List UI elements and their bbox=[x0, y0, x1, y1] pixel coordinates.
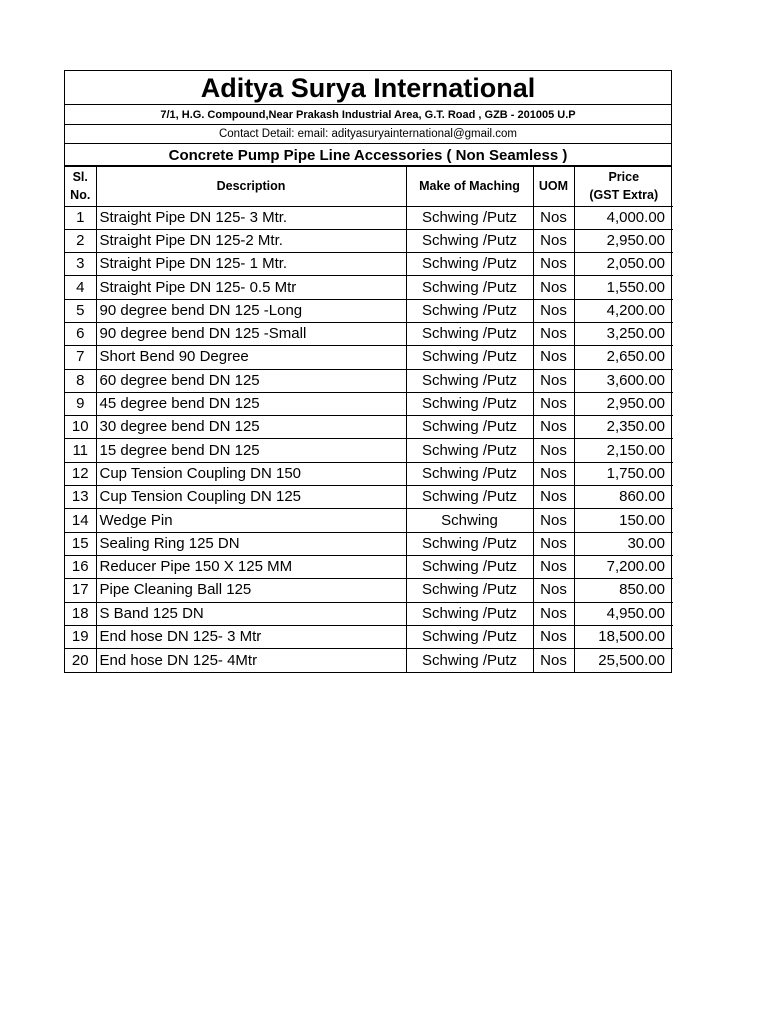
price-list-sheet bbox=[64, 70, 672, 673]
cell-price: 4,950.00 bbox=[574, 602, 673, 625]
cell-uom: Nos bbox=[533, 486, 574, 509]
cell-sl-no: 14 bbox=[65, 509, 96, 532]
cell-price: 860.00 bbox=[574, 486, 673, 509]
cell-description: 45 degree bend DN 125 bbox=[96, 392, 406, 415]
cell-price: 25,500.00 bbox=[574, 649, 673, 672]
cell-price: 4,200.00 bbox=[574, 299, 673, 322]
cell-price: 4,000.00 bbox=[574, 206, 673, 229]
cell-uom: Nos bbox=[533, 439, 574, 462]
cell-sl-no: 20 bbox=[65, 649, 96, 672]
table-row bbox=[65, 253, 673, 276]
cell-description: Straight Pipe DN 125- 0.5 Mtr bbox=[96, 276, 406, 299]
table-row bbox=[65, 322, 673, 345]
cell-make: Schwing /Putz bbox=[406, 649, 533, 672]
cell-uom: Nos bbox=[533, 369, 574, 392]
cell-sl-no: 2 bbox=[65, 229, 96, 252]
cell-price: 2,150.00 bbox=[574, 439, 673, 462]
cell-sl-no: 15 bbox=[65, 532, 96, 555]
cell-make: Schwing /Putz bbox=[406, 392, 533, 415]
cell-price: 2,350.00 bbox=[574, 416, 673, 439]
table-row bbox=[65, 299, 673, 322]
cell-make: Schwing /Putz bbox=[406, 579, 533, 602]
header-price-line2: (GST Extra) bbox=[589, 188, 659, 203]
cell-uom: Nos bbox=[533, 416, 574, 439]
cell-sl-no: 19 bbox=[65, 625, 96, 648]
table-row bbox=[65, 276, 673, 299]
table-header-row bbox=[65, 167, 673, 206]
table-row bbox=[65, 229, 673, 252]
cell-description: Wedge Pin bbox=[96, 509, 406, 532]
cell-sl-no: 4 bbox=[65, 276, 96, 299]
cell-make: Schwing /Putz bbox=[406, 602, 533, 625]
table-row bbox=[65, 439, 673, 462]
table-row bbox=[65, 532, 673, 555]
cell-make: Schwing /Putz bbox=[406, 532, 533, 555]
cell-description: 90 degree bend DN 125 -Long bbox=[96, 299, 406, 322]
cell-description: 15 degree bend DN 125 bbox=[96, 439, 406, 462]
cell-make: Schwing /Putz bbox=[406, 276, 533, 299]
contact-detail: Contact Detail: email: adityasuryainternational@gmail.com bbox=[65, 125, 671, 144]
table-row bbox=[65, 555, 673, 578]
cell-uom: Nos bbox=[533, 649, 574, 672]
cell-price: 30.00 bbox=[574, 532, 673, 555]
cell-uom: Nos bbox=[533, 579, 574, 602]
cell-make: Schwing /Putz bbox=[406, 229, 533, 252]
cell-sl-no: 10 bbox=[65, 416, 96, 439]
cell-make: Schwing /Putz bbox=[406, 486, 533, 509]
table-row bbox=[65, 416, 673, 439]
header-sl-line1: Sl. bbox=[72, 170, 88, 185]
cell-description: 30 degree bend DN 125 bbox=[96, 416, 406, 439]
cell-description: End hose DN 125- 3 Mtr bbox=[96, 625, 406, 648]
cell-uom: Nos bbox=[533, 276, 574, 299]
cell-price: 2,050.00 bbox=[574, 253, 673, 276]
cell-sl-no: 8 bbox=[65, 369, 96, 392]
cell-description: Short Bend 90 Degree bbox=[96, 346, 406, 369]
cell-price: 1,550.00 bbox=[574, 276, 673, 299]
cell-sl-no: 6 bbox=[65, 322, 96, 345]
cell-uom: Nos bbox=[533, 346, 574, 369]
cell-make: Schwing /Putz bbox=[406, 253, 533, 276]
table-row bbox=[65, 486, 673, 509]
cell-description: Reducer Pipe 150 X 125 MM bbox=[96, 555, 406, 578]
cell-description: S Band 125 DN bbox=[96, 602, 406, 625]
cell-uom: Nos bbox=[533, 532, 574, 555]
table-row bbox=[65, 462, 673, 485]
cell-price: 1,750.00 bbox=[574, 462, 673, 485]
cell-make: Schwing /Putz bbox=[406, 299, 533, 322]
cell-make: Schwing /Putz bbox=[406, 555, 533, 578]
table-row bbox=[65, 625, 673, 648]
cell-make: Schwing /Putz bbox=[406, 625, 533, 648]
price-table bbox=[65, 167, 673, 672]
cell-sl-no: 12 bbox=[65, 462, 96, 485]
price-list-title: Concrete Pump Pipe Line Accessories ( Non Seamless ) bbox=[65, 144, 671, 167]
cell-sl-no: 11 bbox=[65, 439, 96, 462]
cell-price: 3,600.00 bbox=[574, 369, 673, 392]
cell-sl-no: 7 bbox=[65, 346, 96, 369]
cell-uom: Nos bbox=[533, 322, 574, 345]
cell-description: 90 degree bend DN 125 -Small bbox=[96, 322, 406, 345]
cell-sl-no: 5 bbox=[65, 299, 96, 322]
table-row bbox=[65, 346, 673, 369]
table-row bbox=[65, 602, 673, 625]
cell-description: Cup Tension Coupling DN 150 bbox=[96, 462, 406, 485]
cell-description: End hose DN 125- 4Mtr bbox=[96, 649, 406, 672]
header-price bbox=[574, 167, 673, 206]
cell-price: 2,650.00 bbox=[574, 346, 673, 369]
cell-uom: Nos bbox=[533, 253, 574, 276]
table-body bbox=[65, 206, 673, 672]
cell-uom: Nos bbox=[533, 206, 574, 229]
cell-uom: Nos bbox=[533, 555, 574, 578]
cell-uom: Nos bbox=[533, 229, 574, 252]
header-make: Make of Maching bbox=[406, 167, 533, 206]
header-uom: UOM bbox=[533, 167, 574, 206]
header-sl-no bbox=[65, 167, 96, 206]
cell-price: 2,950.00 bbox=[574, 392, 673, 415]
cell-price: 2,950.00 bbox=[574, 229, 673, 252]
cell-sl-no: 3 bbox=[65, 253, 96, 276]
cell-make: Schwing /Putz bbox=[406, 369, 533, 392]
cell-price: 3,250.00 bbox=[574, 322, 673, 345]
table-row bbox=[65, 206, 673, 229]
table-row bbox=[65, 369, 673, 392]
cell-price: 150.00 bbox=[574, 509, 673, 532]
cell-description: Sealing Ring 125 DN bbox=[96, 532, 406, 555]
cell-price: 18,500.00 bbox=[574, 625, 673, 648]
header-price-line1: Price bbox=[608, 170, 640, 185]
cell-uom: Nos bbox=[533, 602, 574, 625]
cell-make: Schwing /Putz bbox=[406, 462, 533, 485]
cell-sl-no: 16 bbox=[65, 555, 96, 578]
cell-make: Schwing /Putz bbox=[406, 322, 533, 345]
cell-sl-no: 1 bbox=[65, 206, 96, 229]
cell-description: 60 degree bend DN 125 bbox=[96, 369, 406, 392]
cell-description: Straight Pipe DN 125- 3 Mtr. bbox=[96, 206, 406, 229]
header-sl-line2: No. bbox=[70, 188, 91, 203]
cell-uom: Nos bbox=[533, 299, 574, 322]
cell-uom: Nos bbox=[533, 462, 574, 485]
cell-make: Schwing /Putz bbox=[406, 346, 533, 369]
cell-description: Cup Tension Coupling DN 125 bbox=[96, 486, 406, 509]
cell-make: Schwing /Putz bbox=[406, 416, 533, 439]
cell-uom: Nos bbox=[533, 509, 574, 532]
cell-sl-no: 17 bbox=[65, 579, 96, 602]
cell-make: Schwing /Putz bbox=[406, 206, 533, 229]
cell-uom: Nos bbox=[533, 625, 574, 648]
company-address: 7/1, H.G. Compound,Near Prakash Industrial Area, G.T. Road , GZB - 201005 U.P bbox=[65, 105, 671, 125]
cell-sl-no: 18 bbox=[65, 602, 96, 625]
company-name: Aditya Surya International bbox=[65, 71, 671, 105]
cell-make: Schwing /Putz bbox=[406, 439, 533, 462]
cell-price: 7,200.00 bbox=[574, 555, 673, 578]
table-row bbox=[65, 392, 673, 415]
header-description: Description bbox=[96, 167, 406, 206]
cell-sl-no: 13 bbox=[65, 486, 96, 509]
cell-sl-no: 9 bbox=[65, 392, 96, 415]
cell-description: Straight Pipe DN 125-2 Mtr. bbox=[96, 229, 406, 252]
table-row bbox=[65, 649, 673, 672]
cell-uom: Nos bbox=[533, 392, 574, 415]
cell-make: Schwing bbox=[406, 509, 533, 532]
table-row bbox=[65, 509, 673, 532]
cell-price: 850.00 bbox=[574, 579, 673, 602]
cell-description: Straight Pipe DN 125- 1 Mtr. bbox=[96, 253, 406, 276]
cell-description: Pipe Cleaning Ball 125 bbox=[96, 579, 406, 602]
table-row bbox=[65, 579, 673, 602]
